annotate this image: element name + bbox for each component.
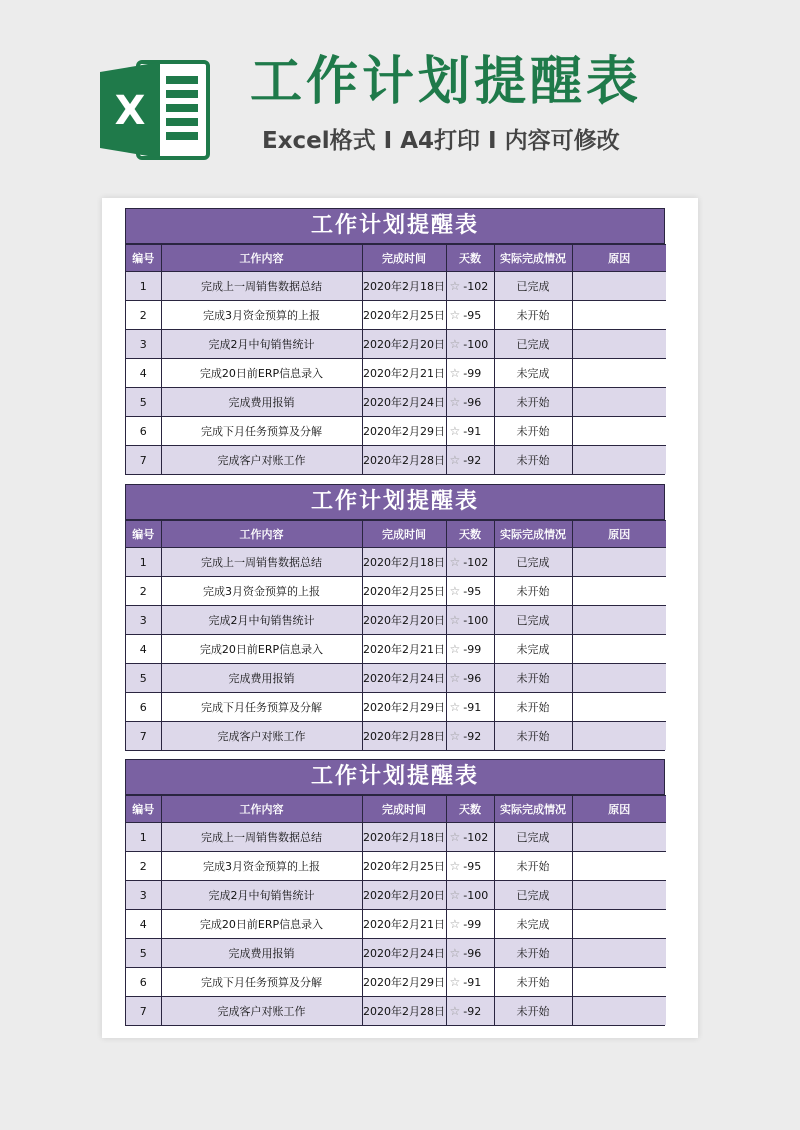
cell-reason[interactable] bbox=[572, 881, 666, 910]
table-header-row bbox=[126, 245, 666, 272]
cell-days[interactable] bbox=[446, 722, 494, 751]
cell-number[interactable]: 5 bbox=[126, 939, 161, 968]
column-header: 工作内容 bbox=[161, 521, 362, 548]
cell-date[interactable]: 2020年2月25日 bbox=[362, 577, 446, 606]
cell-date[interactable]: 2020年2月29日 bbox=[362, 693, 446, 722]
cell-number[interactable]: 5 bbox=[126, 664, 161, 693]
column-header: 实际完成情况 bbox=[494, 521, 572, 548]
star-icon: ☆ bbox=[449, 555, 461, 569]
table-row bbox=[126, 852, 666, 881]
cell-days[interactable] bbox=[446, 272, 494, 301]
cell-date[interactable]: 2020年2月21日 bbox=[362, 910, 446, 939]
star-icon: ☆ bbox=[449, 975, 461, 989]
star-icon: ☆ bbox=[449, 424, 461, 438]
cell-date[interactable]: 2020年2月29日 bbox=[362, 417, 446, 446]
cell-reason[interactable] bbox=[572, 548, 666, 577]
cell-number[interactable]: 6 bbox=[126, 417, 161, 446]
cell-date[interactable]: 2020年2月29日 bbox=[362, 968, 446, 997]
cell-task[interactable]: 完成20日前ERP信息录入 bbox=[161, 635, 362, 664]
table-row bbox=[126, 693, 666, 722]
cell-task[interactable]: 完成客户对账工作 bbox=[161, 722, 362, 751]
table-row bbox=[126, 997, 666, 1026]
column-header: 编号 bbox=[126, 245, 161, 272]
cell-date[interactable]: 2020年2月28日 bbox=[362, 722, 446, 751]
table-row bbox=[126, 272, 666, 301]
star-icon: ☆ bbox=[449, 917, 461, 931]
star-icon: ☆ bbox=[449, 700, 461, 714]
cell-number[interactable]: 2 bbox=[126, 577, 161, 606]
plan-table bbox=[126, 795, 666, 1025]
plan-sheet-3 bbox=[125, 759, 665, 1026]
cell-date[interactable]: 2020年2月21日 bbox=[362, 359, 446, 388]
cell-number[interactable]: 6 bbox=[126, 693, 161, 722]
cell-days[interactable] bbox=[446, 881, 494, 910]
cell-reason[interactable] bbox=[572, 272, 666, 301]
sheet-title: 工作计划提醒表 bbox=[126, 209, 664, 244]
cell-number[interactable]: 4 bbox=[126, 910, 161, 939]
cell-date[interactable]: 2020年2月20日 bbox=[362, 330, 446, 359]
days-value: -95 bbox=[463, 860, 482, 873]
table-row bbox=[126, 910, 666, 939]
cell-reason[interactable] bbox=[572, 577, 666, 606]
days-value: -92 bbox=[463, 1005, 482, 1018]
column-header: 工作内容 bbox=[161, 245, 362, 272]
cell-task[interactable]: 完成上一周销售数据总结 bbox=[161, 272, 362, 301]
cell-days[interactable] bbox=[446, 330, 494, 359]
cell-days[interactable] bbox=[446, 388, 494, 417]
star-icon: ☆ bbox=[449, 279, 461, 293]
days-value: -102 bbox=[463, 556, 489, 569]
cell-task[interactable]: 完成费用报销 bbox=[161, 388, 362, 417]
cell-task[interactable]: 完成下月任务预算及分解 bbox=[161, 417, 362, 446]
cell-status[interactable]: 未开始 bbox=[494, 301, 572, 330]
cell-days[interactable] bbox=[446, 548, 494, 577]
cell-days[interactable] bbox=[446, 664, 494, 693]
star-icon: ☆ bbox=[449, 453, 461, 467]
cell-number[interactable]: 2 bbox=[126, 301, 161, 330]
svg-text:X: X bbox=[114, 88, 146, 134]
star-icon: ☆ bbox=[449, 366, 461, 380]
cell-task[interactable]: 完成3月资金预算的上报 bbox=[161, 852, 362, 881]
days-value: -96 bbox=[463, 672, 482, 685]
cell-number[interactable]: 7 bbox=[126, 997, 161, 1026]
table-row bbox=[126, 939, 666, 968]
cell-task[interactable]: 完成上一周销售数据总结 bbox=[161, 548, 362, 577]
column-header: 天数 bbox=[446, 796, 494, 823]
cell-number[interactable]: 3 bbox=[126, 330, 161, 359]
days-value: -92 bbox=[463, 454, 482, 467]
cell-reason[interactable] bbox=[572, 823, 666, 852]
cell-number[interactable]: 1 bbox=[126, 823, 161, 852]
cell-reason[interactable] bbox=[572, 852, 666, 881]
sheet-title: 工作计划提醒表 bbox=[126, 485, 664, 520]
cell-status[interactable]: 未开始 bbox=[494, 997, 572, 1026]
cell-days[interactable] bbox=[446, 823, 494, 852]
cell-reason[interactable] bbox=[572, 359, 666, 388]
cell-reason[interactable] bbox=[572, 910, 666, 939]
cell-task[interactable]: 完成费用报销 bbox=[161, 939, 362, 968]
cell-date[interactable]: 2020年2月24日 bbox=[362, 664, 446, 693]
column-header: 原因 bbox=[572, 521, 666, 548]
star-icon: ☆ bbox=[449, 859, 461, 873]
cell-task[interactable]: 完成下月任务预算及分解 bbox=[161, 693, 362, 722]
column-header: 天数 bbox=[446, 521, 494, 548]
days-value: -102 bbox=[463, 831, 489, 844]
cell-date[interactable]: 2020年2月28日 bbox=[362, 446, 446, 475]
cell-number[interactable]: 2 bbox=[126, 852, 161, 881]
cell-date[interactable]: 2020年2月20日 bbox=[362, 606, 446, 635]
column-header: 原因 bbox=[572, 245, 666, 272]
cell-number[interactable]: 3 bbox=[126, 881, 161, 910]
cell-reason[interactable] bbox=[572, 606, 666, 635]
cell-days[interactable] bbox=[446, 852, 494, 881]
cell-date[interactable]: 2020年2月25日 bbox=[362, 852, 446, 881]
cell-reason[interactable] bbox=[572, 722, 666, 751]
sheet-title: 工作计划提醒表 bbox=[126, 760, 664, 795]
days-value: -99 bbox=[463, 643, 482, 656]
cell-status[interactable]: 未开始 bbox=[494, 417, 572, 446]
table-row bbox=[126, 548, 666, 577]
table-row bbox=[126, 635, 666, 664]
cell-status[interactable]: 已完成 bbox=[494, 272, 572, 301]
cell-date[interactable]: 2020年2月20日 bbox=[362, 881, 446, 910]
table-row bbox=[126, 388, 666, 417]
excel-logo-icon bbox=[100, 58, 210, 162]
cell-date[interactable]: 2020年2月28日 bbox=[362, 997, 446, 1026]
cell-reason[interactable] bbox=[572, 301, 666, 330]
table-row bbox=[126, 881, 666, 910]
cell-reason[interactable] bbox=[572, 635, 666, 664]
column-header: 天数 bbox=[446, 245, 494, 272]
table-row bbox=[126, 823, 666, 852]
cell-status[interactable]: 未开始 bbox=[494, 968, 572, 997]
cell-days[interactable] bbox=[446, 968, 494, 997]
cell-task[interactable]: 完成费用报销 bbox=[161, 664, 362, 693]
plan-sheet-1 bbox=[125, 208, 665, 475]
days-value: -91 bbox=[463, 701, 482, 714]
cell-days[interactable] bbox=[446, 939, 494, 968]
plan-sheet-2 bbox=[125, 484, 665, 751]
cell-days[interactable] bbox=[446, 693, 494, 722]
cell-reason[interactable] bbox=[572, 968, 666, 997]
table-row bbox=[126, 577, 666, 606]
cell-status[interactable]: 未开始 bbox=[494, 852, 572, 881]
star-icon: ☆ bbox=[449, 729, 461, 743]
cell-date[interactable]: 2020年2月25日 bbox=[362, 301, 446, 330]
days-value: -91 bbox=[463, 976, 482, 989]
column-header: 完成时间 bbox=[362, 796, 446, 823]
column-header: 完成时间 bbox=[362, 521, 446, 548]
cell-number[interactable]: 7 bbox=[126, 446, 161, 475]
cell-reason[interactable] bbox=[572, 693, 666, 722]
star-icon: ☆ bbox=[449, 946, 461, 960]
cell-days[interactable] bbox=[446, 446, 494, 475]
cell-status[interactable]: 未完成 bbox=[494, 359, 572, 388]
cell-reason[interactable] bbox=[572, 330, 666, 359]
days-value: -100 bbox=[463, 338, 489, 351]
cell-task[interactable]: 完成20日前ERP信息录入 bbox=[161, 359, 362, 388]
column-header: 实际完成情况 bbox=[494, 796, 572, 823]
cell-days[interactable] bbox=[446, 417, 494, 446]
cell-number[interactable]: 1 bbox=[126, 272, 161, 301]
days-value: -102 bbox=[463, 280, 489, 293]
cell-reason[interactable] bbox=[572, 388, 666, 417]
cell-status[interactable]: 未开始 bbox=[494, 664, 572, 693]
star-icon: ☆ bbox=[449, 830, 461, 844]
cell-status[interactable]: 已完成 bbox=[494, 823, 572, 852]
table-header-row bbox=[126, 796, 666, 823]
days-value: -96 bbox=[463, 947, 482, 960]
cell-task[interactable]: 完成下月任务预算及分解 bbox=[161, 968, 362, 997]
table-header-row bbox=[126, 521, 666, 548]
column-header: 实际完成情况 bbox=[494, 245, 572, 272]
table-row bbox=[126, 664, 666, 693]
table-row bbox=[126, 722, 666, 751]
days-value: -99 bbox=[463, 918, 482, 931]
table-row bbox=[126, 417, 666, 446]
table-row bbox=[126, 359, 666, 388]
page-subtitle: Excel格式 I A4打印 I 内容可修改 bbox=[262, 128, 620, 154]
plan-table bbox=[126, 244, 666, 474]
cell-date[interactable]: 2020年2月18日 bbox=[362, 548, 446, 577]
banner bbox=[0, 0, 800, 200]
cell-status[interactable]: 未开始 bbox=[494, 939, 572, 968]
cell-days[interactable] bbox=[446, 997, 494, 1026]
cell-days[interactable] bbox=[446, 301, 494, 330]
cell-status[interactable]: 已完成 bbox=[494, 881, 572, 910]
cell-days[interactable] bbox=[446, 606, 494, 635]
cell-task[interactable]: 完成3月资金预算的上报 bbox=[161, 301, 362, 330]
cell-reason[interactable] bbox=[572, 997, 666, 1026]
days-value: -95 bbox=[463, 585, 482, 598]
table-row bbox=[126, 301, 666, 330]
cell-status[interactable]: 未开始 bbox=[494, 722, 572, 751]
cell-task[interactable]: 完成3月资金预算的上报 bbox=[161, 577, 362, 606]
cell-reason[interactable] bbox=[572, 664, 666, 693]
cell-task[interactable]: 完成上一周销售数据总结 bbox=[161, 823, 362, 852]
cell-date[interactable]: 2020年2月18日 bbox=[362, 823, 446, 852]
star-icon: ☆ bbox=[449, 308, 461, 322]
cell-date[interactable]: 2020年2月18日 bbox=[362, 272, 446, 301]
cell-number[interactable]: 4 bbox=[126, 635, 161, 664]
table-row bbox=[126, 606, 666, 635]
days-value: -92 bbox=[463, 730, 482, 743]
cell-status[interactable]: 未开始 bbox=[494, 388, 572, 417]
cell-task[interactable]: 完成2月中旬销售统计 bbox=[161, 881, 362, 910]
days-value: -100 bbox=[463, 614, 489, 627]
cell-days[interactable] bbox=[446, 359, 494, 388]
cell-status[interactable]: 已完成 bbox=[494, 330, 572, 359]
cell-task[interactable]: 完成客户对账工作 bbox=[161, 446, 362, 475]
cell-number[interactable]: 3 bbox=[126, 606, 161, 635]
cell-status[interactable]: 已完成 bbox=[494, 606, 572, 635]
star-icon: ☆ bbox=[449, 1004, 461, 1018]
cell-task[interactable]: 完成2月中旬销售统计 bbox=[161, 330, 362, 359]
star-icon: ☆ bbox=[449, 584, 461, 598]
column-header: 完成时间 bbox=[362, 245, 446, 272]
cell-number[interactable]: 5 bbox=[126, 388, 161, 417]
cell-days[interactable] bbox=[446, 910, 494, 939]
cell-status[interactable]: 未开始 bbox=[494, 446, 572, 475]
cell-task[interactable]: 完成20日前ERP信息录入 bbox=[161, 910, 362, 939]
plan-table bbox=[126, 520, 666, 750]
cell-date[interactable]: 2020年2月24日 bbox=[362, 939, 446, 968]
page-title: 工作计划提醒表 bbox=[250, 52, 643, 112]
cell-days[interactable] bbox=[446, 635, 494, 664]
cell-task[interactable]: 完成客户对账工作 bbox=[161, 997, 362, 1026]
column-header: 工作内容 bbox=[161, 796, 362, 823]
days-value: -100 bbox=[463, 889, 489, 902]
cell-number[interactable]: 6 bbox=[126, 968, 161, 997]
cell-reason[interactable] bbox=[572, 939, 666, 968]
days-value: -95 bbox=[463, 309, 482, 322]
table-row bbox=[126, 968, 666, 997]
star-icon: ☆ bbox=[449, 671, 461, 685]
cell-days[interactable] bbox=[446, 577, 494, 606]
star-icon: ☆ bbox=[449, 613, 461, 627]
cell-reason[interactable] bbox=[572, 446, 666, 475]
column-header: 原因 bbox=[572, 796, 666, 823]
cell-status[interactable]: 未完成 bbox=[494, 635, 572, 664]
table-row bbox=[126, 446, 666, 475]
star-icon: ☆ bbox=[449, 642, 461, 656]
cell-date[interactable]: 2020年2月21日 bbox=[362, 635, 446, 664]
days-value: -91 bbox=[463, 425, 482, 438]
cell-number[interactable]: 1 bbox=[126, 548, 161, 577]
days-value: -99 bbox=[463, 367, 482, 380]
days-value: -96 bbox=[463, 396, 482, 409]
cell-task[interactable]: 完成2月中旬销售统计 bbox=[161, 606, 362, 635]
column-header: 编号 bbox=[126, 521, 161, 548]
cell-status[interactable]: 未开始 bbox=[494, 693, 572, 722]
cell-date[interactable]: 2020年2月24日 bbox=[362, 388, 446, 417]
star-icon: ☆ bbox=[449, 395, 461, 409]
cell-number[interactable]: 7 bbox=[126, 722, 161, 751]
cell-status[interactable]: 未开始 bbox=[494, 577, 572, 606]
star-icon: ☆ bbox=[449, 888, 461, 902]
table-row bbox=[126, 330, 666, 359]
cell-status[interactable]: 未完成 bbox=[494, 910, 572, 939]
column-header: 编号 bbox=[126, 796, 161, 823]
cell-number[interactable]: 4 bbox=[126, 359, 161, 388]
cell-reason[interactable] bbox=[572, 417, 666, 446]
cell-status[interactable]: 已完成 bbox=[494, 548, 572, 577]
star-icon: ☆ bbox=[449, 337, 461, 351]
